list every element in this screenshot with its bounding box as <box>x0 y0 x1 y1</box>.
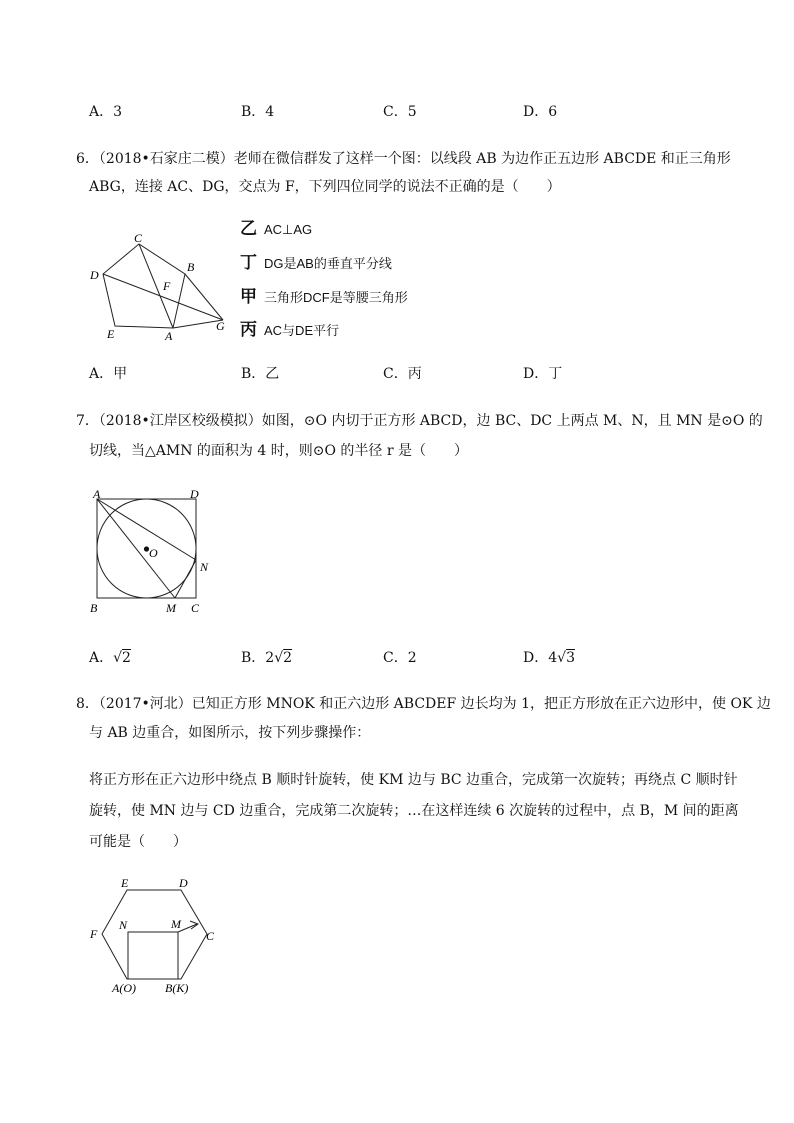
q8-stem-line2: 与 AB 边重合，如图所示，按下列步骤操作： <box>89 725 371 741</box>
q7-label-n: N <box>200 560 209 574</box>
q8-label-f: F <box>90 927 98 941</box>
q7-stem-line2: 切线，当△AMN 的面积为 4 时，则⊙O 的半径 r 是（ ） <box>89 443 468 459</box>
q6-option-b: B．乙 <box>241 366 280 382</box>
q6-pentagon-figure <box>85 228 235 346</box>
q8-stem-line3: 将正方形在正六边形中绕点 B 顺时针旋转，使 KM 边与 BC 边重合，完成第一次旋转；再绕点 C 顺时针 <box>89 772 738 788</box>
q6-statement-text: AC⊥AG <box>264 222 313 237</box>
q8-hexagon-figure <box>85 872 225 996</box>
q6-statement-yi <box>240 214 312 239</box>
q8-label-a: A(O) <box>112 981 136 995</box>
q6-statement-text: 三角形DCF是等腰三角形 <box>264 290 408 305</box>
q7-option-coef: 4 <box>548 650 558 666</box>
q7-option-coef: 2 <box>407 650 417 666</box>
q7-option-letter: A． <box>89 650 114 666</box>
q7-label-o: O <box>149 546 158 560</box>
q6-option-d: D．丁 <box>523 366 563 382</box>
q6-label-e: E <box>107 327 115 341</box>
q5-option-b: B．4 <box>241 104 275 120</box>
q6-statement-mark: 甲 <box>240 287 257 306</box>
q6-statement-text: AC与DE平行 <box>264 323 340 338</box>
q7-label-b: B <box>90 601 98 615</box>
q8-label-b: B(K) <box>165 981 189 995</box>
q6-statement-text: DG是AB的垂直平分线 <box>264 256 392 271</box>
q7-option-letter: D． <box>523 650 549 666</box>
q6-stem-line2: ABG，连接 AC、DG，交点为 F，下列四位同学的说法不正确的是（ ） <box>89 179 561 195</box>
q7-option-d: D．4√3 <box>523 650 575 666</box>
q5-option-c: C．5 <box>383 104 417 120</box>
q6-statement-ding <box>240 248 392 273</box>
q8-stem-line1: 8．（2017•河北）已知正方形 MNOK 和正六边形 ABCDEF 边长均为 1，把正方形放在正六边形中，使 OK 边 <box>76 696 771 712</box>
q7-label-m: M <box>166 601 176 615</box>
q6-statement-bing <box>240 315 339 340</box>
q6-label-f: F <box>163 279 171 293</box>
q6-statement-mark: 乙 <box>240 219 257 238</box>
q7-square-circle-figure <box>86 484 216 618</box>
q6-label-b: B <box>187 260 195 274</box>
q7-label-a: A <box>93 487 101 501</box>
q8-label-e: E <box>121 876 129 890</box>
q8-stem-line5: 可能是（ ） <box>89 834 187 850</box>
q6-option-c: C．丙 <box>383 366 422 382</box>
q6-label-g: G <box>216 319 225 333</box>
q6-label-c: C <box>134 231 143 245</box>
q7-option-a: A．√2 <box>89 650 131 666</box>
q7-label-d: D <box>190 487 199 501</box>
q5-option-a: A．3 <box>89 104 123 120</box>
q6-statement-mark: 丁 <box>240 253 257 272</box>
q7-option-letter: C． <box>383 650 408 666</box>
q8-stem-line4: 旋转，使 MN 边与 CD 边重合，完成第二次旋转；…在这样连续 6 次旋转的过程中，点 B，M 间的距离 <box>89 803 739 819</box>
q7-option-radicand: 2 <box>122 650 131 666</box>
q7-option-radicand: 2 <box>283 650 293 666</box>
q8-label-n: N <box>119 918 128 932</box>
q6-label-d: D <box>90 268 99 282</box>
q8-label-c: C <box>206 929 215 943</box>
q7-option-radicand: 3 <box>566 650 575 666</box>
q6-label-a: A <box>165 329 173 343</box>
q6-statement-mark: 丙 <box>240 320 257 339</box>
q6-option-a: A．甲 <box>89 366 128 382</box>
q7-label-c: C <box>191 601 200 615</box>
q6-stem-line1: 6．（2018•石家庄二模）老师在微信群发了这样一个图：以线段 AB 为边作正五边形 ABCDE 和正三角形 <box>76 151 731 167</box>
q7-option-c <box>383 648 417 668</box>
q8-label-m: M <box>171 917 181 931</box>
q6-statement-jia <box>240 282 408 307</box>
q7-option-b: B．2√2 <box>241 650 293 666</box>
q7-option-coef: 2 <box>265 650 275 666</box>
q7-option-letter: B． <box>241 650 266 666</box>
q8-label-d: D <box>179 876 188 890</box>
q7-stem-line1: 7．（2018•江岸区校级模拟）如图，⊙O 内切于正方形 ABCD，边 BC、DC 上两点 M、N，且 MN 是⊙O 的 <box>76 413 763 429</box>
q5-option-d: D．6 <box>523 104 558 120</box>
